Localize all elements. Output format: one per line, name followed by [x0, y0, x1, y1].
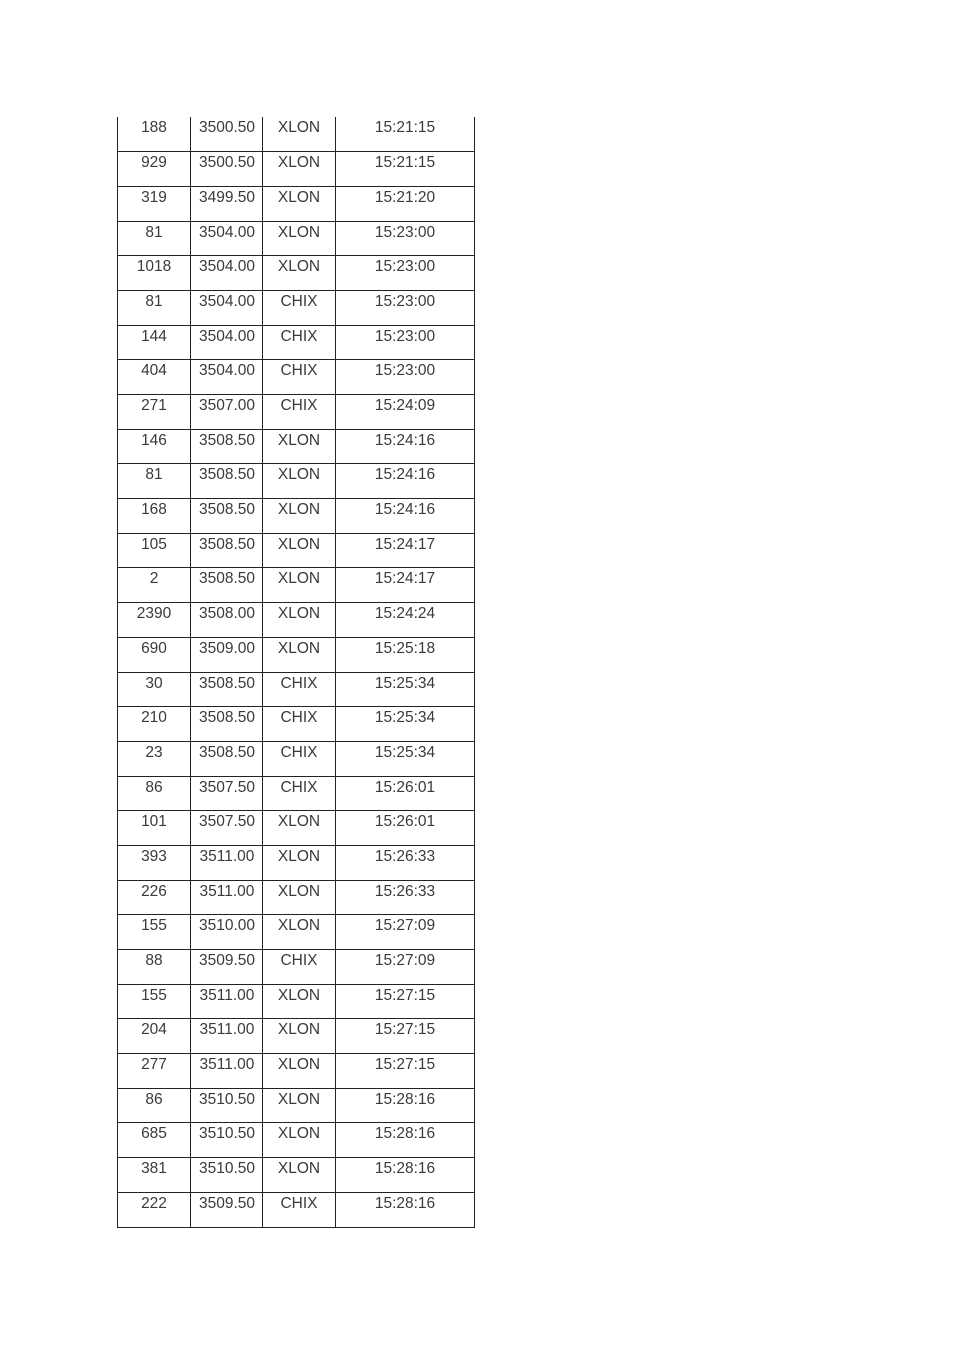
price-value: 3500.50: [198, 119, 256, 136]
quantity-value: 393: [141, 847, 167, 865]
quantity-cell: [118, 533, 191, 568]
venue-cell: [263, 1019, 336, 1054]
quantity-value: 2390: [136, 605, 172, 623]
quantity-cell: [118, 1192, 191, 1227]
table-row: [118, 1019, 475, 1054]
table-row: [118, 568, 475, 603]
venue-cell: [263, 880, 336, 915]
quantity-value: 271: [141, 397, 167, 414]
price-value: 3508.00: [198, 605, 256, 623]
table-row: [118, 1088, 475, 1123]
venue-value: XLON: [277, 466, 321, 484]
quantity-cell: [118, 984, 191, 1019]
quantity-cell: [118, 1158, 191, 1193]
time-cell: [336, 117, 475, 152]
price-cell: [191, 256, 263, 291]
time-value: 15:26:33: [374, 847, 436, 865]
quantity-cell: [118, 186, 191, 221]
venue-cell: [263, 707, 336, 742]
time-cell: [336, 290, 475, 325]
venue-value: XLON: [277, 154, 321, 172]
time-value: 15:23:00: [374, 327, 436, 345]
quantity-cell: [118, 637, 191, 672]
venue-cell: [263, 568, 336, 603]
time-value: 15:23:00: [374, 362, 436, 380]
time-value: 15:28:16: [374, 1194, 436, 1212]
venue-cell: [263, 741, 336, 776]
quantity-value: 81: [145, 292, 163, 310]
price-value: 3508.50: [198, 535, 256, 553]
venue-cell: [263, 603, 336, 638]
table-row: [118, 325, 475, 360]
quantity-value: 146: [141, 431, 167, 449]
time-value: 15:23:00: [374, 292, 436, 310]
table-row: [118, 845, 475, 880]
time-value: 15:21:20: [374, 188, 436, 206]
time-cell: [336, 915, 475, 950]
price-value: 3508.50: [198, 743, 256, 761]
venue-value: XLON: [277, 223, 321, 241]
time-cell: [336, 672, 475, 707]
venue-value: CHIX: [280, 362, 318, 380]
quantity-cell: [118, 1019, 191, 1054]
time-value: 15:24:17: [374, 570, 436, 588]
quantity-value: 1018: [136, 258, 172, 276]
venue-value: CHIX: [280, 1194, 318, 1212]
price-value: 3511.00: [199, 986, 255, 1004]
price-value: 3509.00: [198, 639, 256, 657]
time-value: 15:24:16: [374, 466, 436, 484]
time-value: 15:21:15: [374, 119, 436, 136]
time-value: 15:24:16: [374, 431, 436, 449]
table-row: [118, 360, 475, 395]
table-row: [118, 741, 475, 776]
venue-value: CHIX: [280, 397, 318, 414]
venue-value: XLON: [277, 605, 321, 623]
time-cell: [336, 395, 475, 430]
time-cell: [336, 776, 475, 811]
quantity-cell: [118, 221, 191, 256]
price-value: 3507.00: [198, 397, 256, 414]
venue-cell: [263, 429, 336, 464]
venue-value: XLON: [277, 813, 321, 831]
table-row: [118, 1158, 475, 1193]
time-cell: [336, 499, 475, 534]
quantity-cell: [118, 1123, 191, 1158]
quantity-value: 690: [141, 639, 167, 657]
price-cell: [191, 1019, 263, 1054]
quantity-value: 168: [141, 501, 167, 519]
venue-value: CHIX: [280, 709, 318, 727]
venue-cell: [263, 1192, 336, 1227]
venue-value: XLON: [277, 570, 321, 588]
venue-cell: [263, 325, 336, 360]
quantity-cell: [118, 395, 191, 430]
venue-value: XLON: [277, 535, 321, 553]
quantity-cell: [118, 880, 191, 915]
time-cell: [336, 603, 475, 638]
table-row: [118, 256, 475, 291]
price-value: 3508.50: [198, 709, 256, 727]
time-value: 15:23:00: [374, 258, 436, 276]
venue-cell: [263, 637, 336, 672]
price-value: 3504.00: [198, 292, 256, 310]
price-value: 3508.50: [198, 466, 256, 484]
venue-cell: [263, 672, 336, 707]
time-value: 15:24:24: [374, 605, 436, 623]
trades-table: [117, 117, 475, 1228]
quantity-value: 88: [145, 952, 163, 969]
price-cell: [191, 637, 263, 672]
price-cell: [191, 360, 263, 395]
price-value: 3508.50: [198, 501, 256, 519]
venue-cell: [263, 984, 336, 1019]
time-value: 15:24:09: [374, 397, 436, 414]
price-value: 3510.50: [198, 1125, 256, 1143]
price-value: 3510.50: [198, 1090, 256, 1108]
quantity-cell: [118, 360, 191, 395]
table-row: [118, 1192, 475, 1227]
quantity-value: 404: [141, 362, 167, 380]
time-cell: [336, 256, 475, 291]
time-value: 15:25:34: [374, 743, 436, 761]
venue-cell: [263, 152, 336, 187]
price-cell: [191, 533, 263, 568]
quantity-cell: [118, 672, 191, 707]
time-value: 15:27:15: [374, 986, 436, 1004]
price-cell: [191, 395, 263, 430]
price-value: 3510.50: [198, 1160, 256, 1178]
venue-value: XLON: [277, 431, 321, 449]
table-row: [118, 880, 475, 915]
quantity-value: 81: [145, 466, 163, 484]
quantity-cell: [118, 568, 191, 603]
time-cell: [336, 1158, 475, 1193]
venue-value: XLON: [277, 847, 321, 865]
time-cell: [336, 152, 475, 187]
price-value: 3507.50: [198, 813, 256, 831]
table-row: [118, 603, 475, 638]
time-cell: [336, 1019, 475, 1054]
venue-cell: [263, 117, 336, 152]
table-row: [118, 152, 475, 187]
table-row: [118, 984, 475, 1019]
time-cell: [336, 984, 475, 1019]
table-row: [118, 915, 475, 950]
quantity-cell: [118, 117, 191, 152]
venue-value: XLON: [277, 1160, 321, 1178]
time-cell: [336, 1088, 475, 1123]
venue-value: CHIX: [280, 327, 318, 345]
table-row: [118, 776, 475, 811]
price-cell: [191, 845, 263, 880]
quantity-value: 86: [145, 1090, 163, 1108]
venue-value: XLON: [277, 1056, 321, 1074]
time-cell: [336, 1123, 475, 1158]
table-row: [118, 637, 475, 672]
price-value: 3504.00: [198, 223, 256, 241]
time-value: 15:27:09: [374, 952, 436, 969]
price-cell: [191, 984, 263, 1019]
quantity-value: 105: [141, 535, 167, 553]
time-cell: [336, 325, 475, 360]
venue-cell: [263, 290, 336, 325]
venue-value: XLON: [277, 1021, 321, 1039]
quantity-cell: [118, 290, 191, 325]
price-cell: [191, 1054, 263, 1089]
price-cell: [191, 880, 263, 915]
quantity-value: 23: [145, 743, 163, 761]
price-value: 3511.00: [199, 882, 255, 900]
time-value: 15:28:16: [374, 1125, 436, 1143]
price-value: 3504.00: [198, 327, 256, 345]
table-row: [118, 1054, 475, 1089]
price-value: 3504.00: [198, 362, 256, 380]
quantity-cell: [118, 741, 191, 776]
price-cell: [191, 1192, 263, 1227]
quantity-cell: [118, 811, 191, 846]
price-value: 3499.50: [198, 188, 256, 206]
price-value: 3508.50: [198, 431, 256, 449]
table-row: [118, 1123, 475, 1158]
time-cell: [336, 637, 475, 672]
venue-cell: [263, 776, 336, 811]
quantity-value: 381: [141, 1160, 167, 1178]
price-cell: [191, 568, 263, 603]
quantity-value: 222: [141, 1194, 167, 1212]
venue-cell: [263, 1123, 336, 1158]
quantity-cell: [118, 256, 191, 291]
quantity-value: 101: [141, 813, 167, 831]
time-value: 15:27:15: [374, 1021, 436, 1039]
time-cell: [336, 464, 475, 499]
time-value: 15:26:01: [374, 813, 436, 831]
time-cell: [336, 533, 475, 568]
quantity-cell: [118, 707, 191, 742]
table-row: [118, 499, 475, 534]
venue-cell: [263, 811, 336, 846]
quantity-value: 155: [141, 986, 167, 1004]
venue-value: XLON: [277, 1090, 321, 1108]
venue-cell: [263, 256, 336, 291]
price-cell: [191, 221, 263, 256]
table-row: [118, 221, 475, 256]
quantity-cell: [118, 325, 191, 360]
time-value: 15:21:15: [374, 154, 436, 172]
table-row: [118, 950, 475, 985]
quantity-cell: [118, 1054, 191, 1089]
price-cell: [191, 672, 263, 707]
venue-value: XLON: [277, 119, 321, 136]
quantity-value: 204: [141, 1021, 167, 1039]
quantity-value: 685: [141, 1125, 167, 1143]
quantity-cell: [118, 776, 191, 811]
price-value: 3511.00: [199, 847, 255, 865]
price-cell: [191, 429, 263, 464]
time-value: 15:24:16: [374, 501, 436, 519]
quantity-cell: [118, 915, 191, 950]
quantity-value: 86: [145, 778, 163, 796]
quantity-value: 30: [145, 674, 163, 692]
time-cell: [336, 845, 475, 880]
venue-cell: [263, 950, 336, 985]
time-value: 15:23:00: [374, 223, 436, 241]
venue-value: CHIX: [280, 952, 318, 969]
venue-cell: [263, 1054, 336, 1089]
price-value: 3508.50: [198, 570, 256, 588]
price-value: 3500.50: [198, 154, 256, 172]
time-value: 15:25:34: [374, 709, 436, 727]
time-value: 15:28:16: [374, 1090, 436, 1108]
time-cell: [336, 1054, 475, 1089]
time-value: 15:27:09: [374, 917, 436, 935]
venue-value: XLON: [277, 258, 321, 276]
time-cell: [336, 707, 475, 742]
table-row: [118, 672, 475, 707]
price-cell: [191, 1158, 263, 1193]
venue-value: XLON: [277, 917, 321, 935]
quantity-cell: [118, 1088, 191, 1123]
quantity-cell: [118, 152, 191, 187]
quantity-cell: [118, 845, 191, 880]
table-row: [118, 186, 475, 221]
venue-value: XLON: [277, 882, 321, 900]
time-cell: [336, 811, 475, 846]
price-cell: [191, 325, 263, 360]
venue-cell: [263, 186, 336, 221]
quantity-cell: [118, 950, 191, 985]
price-cell: [191, 915, 263, 950]
quantity-value: 2: [149, 570, 159, 588]
table-row: [118, 117, 475, 152]
quantity-value: 155: [141, 917, 167, 935]
price-value: 3507.50: [198, 778, 256, 796]
quantity-cell: [118, 464, 191, 499]
table-row: [118, 290, 475, 325]
price-cell: [191, 290, 263, 325]
time-value: 15:25:18: [374, 639, 436, 657]
price-cell: [191, 776, 263, 811]
quantity-value: 81: [145, 223, 163, 241]
time-value: 15:24:17: [374, 535, 436, 553]
price-cell: [191, 117, 263, 152]
venue-cell: [263, 221, 336, 256]
venue-value: CHIX: [280, 778, 318, 796]
table-row: [118, 811, 475, 846]
quantity-value: 188: [141, 119, 167, 136]
price-cell: [191, 152, 263, 187]
price-cell: [191, 950, 263, 985]
venue-value: XLON: [277, 986, 321, 1004]
venue-value: XLON: [277, 188, 321, 206]
venue-value: CHIX: [280, 292, 318, 310]
venue-cell: [263, 464, 336, 499]
venue-cell: [263, 845, 336, 880]
time-value: 15:25:34: [374, 674, 436, 692]
price-value: 3511.00: [199, 1056, 255, 1074]
table-row: [118, 395, 475, 430]
venue-cell: [263, 1158, 336, 1193]
quantity-value: 210: [141, 709, 167, 727]
venue-cell: [263, 915, 336, 950]
quantity-cell: [118, 429, 191, 464]
quantity-cell: [118, 499, 191, 534]
price-value: 3510.00: [198, 917, 256, 935]
price-value: 3504.00: [198, 258, 256, 276]
venue-cell: [263, 533, 336, 568]
price-value: 3511.00: [199, 1021, 255, 1039]
table-row: [118, 429, 475, 464]
venue-value: XLON: [277, 501, 321, 519]
time-cell: [336, 221, 475, 256]
venue-cell: [263, 499, 336, 534]
table-row: [118, 707, 475, 742]
time-cell: [336, 360, 475, 395]
time-value: 15:26:01: [374, 778, 436, 796]
price-cell: [191, 811, 263, 846]
price-cell: [191, 741, 263, 776]
venue-value: XLON: [277, 1125, 321, 1143]
trades-table-body: [118, 117, 475, 1227]
venue-cell: [263, 1088, 336, 1123]
venue-value: CHIX: [280, 743, 318, 761]
time-value: 15:28:16: [374, 1160, 436, 1178]
time-cell: [336, 186, 475, 221]
price-cell: [191, 1123, 263, 1158]
table-row: [118, 533, 475, 568]
time-cell: [336, 568, 475, 603]
time-cell: [336, 741, 475, 776]
quantity-value: 226: [141, 882, 167, 900]
price-cell: [191, 707, 263, 742]
price-value: 3509.50: [198, 952, 256, 969]
venue-value: XLON: [277, 639, 321, 657]
price-cell: [191, 603, 263, 638]
quantity-value: 929: [141, 154, 167, 172]
price-cell: [191, 186, 263, 221]
venue-value: CHIX: [280, 674, 318, 692]
time-cell: [336, 950, 475, 985]
time-value: 15:27:15: [374, 1056, 436, 1074]
price-cell: [191, 1088, 263, 1123]
venue-cell: [263, 360, 336, 395]
price-value: 3508.50: [198, 674, 256, 692]
price-cell: [191, 499, 263, 534]
time-cell: [336, 429, 475, 464]
price-value: 3509.50: [198, 1194, 256, 1212]
quantity-value: 319: [141, 188, 167, 206]
quantity-cell: [118, 603, 191, 638]
time-cell: [336, 1192, 475, 1227]
venue-cell: [263, 395, 336, 430]
table-row: [118, 464, 475, 499]
quantity-value: 277: [141, 1056, 167, 1074]
time-cell: [336, 880, 475, 915]
quantity-value: 144: [141, 327, 167, 345]
price-cell: [191, 464, 263, 499]
time-value: 15:26:33: [374, 882, 436, 900]
